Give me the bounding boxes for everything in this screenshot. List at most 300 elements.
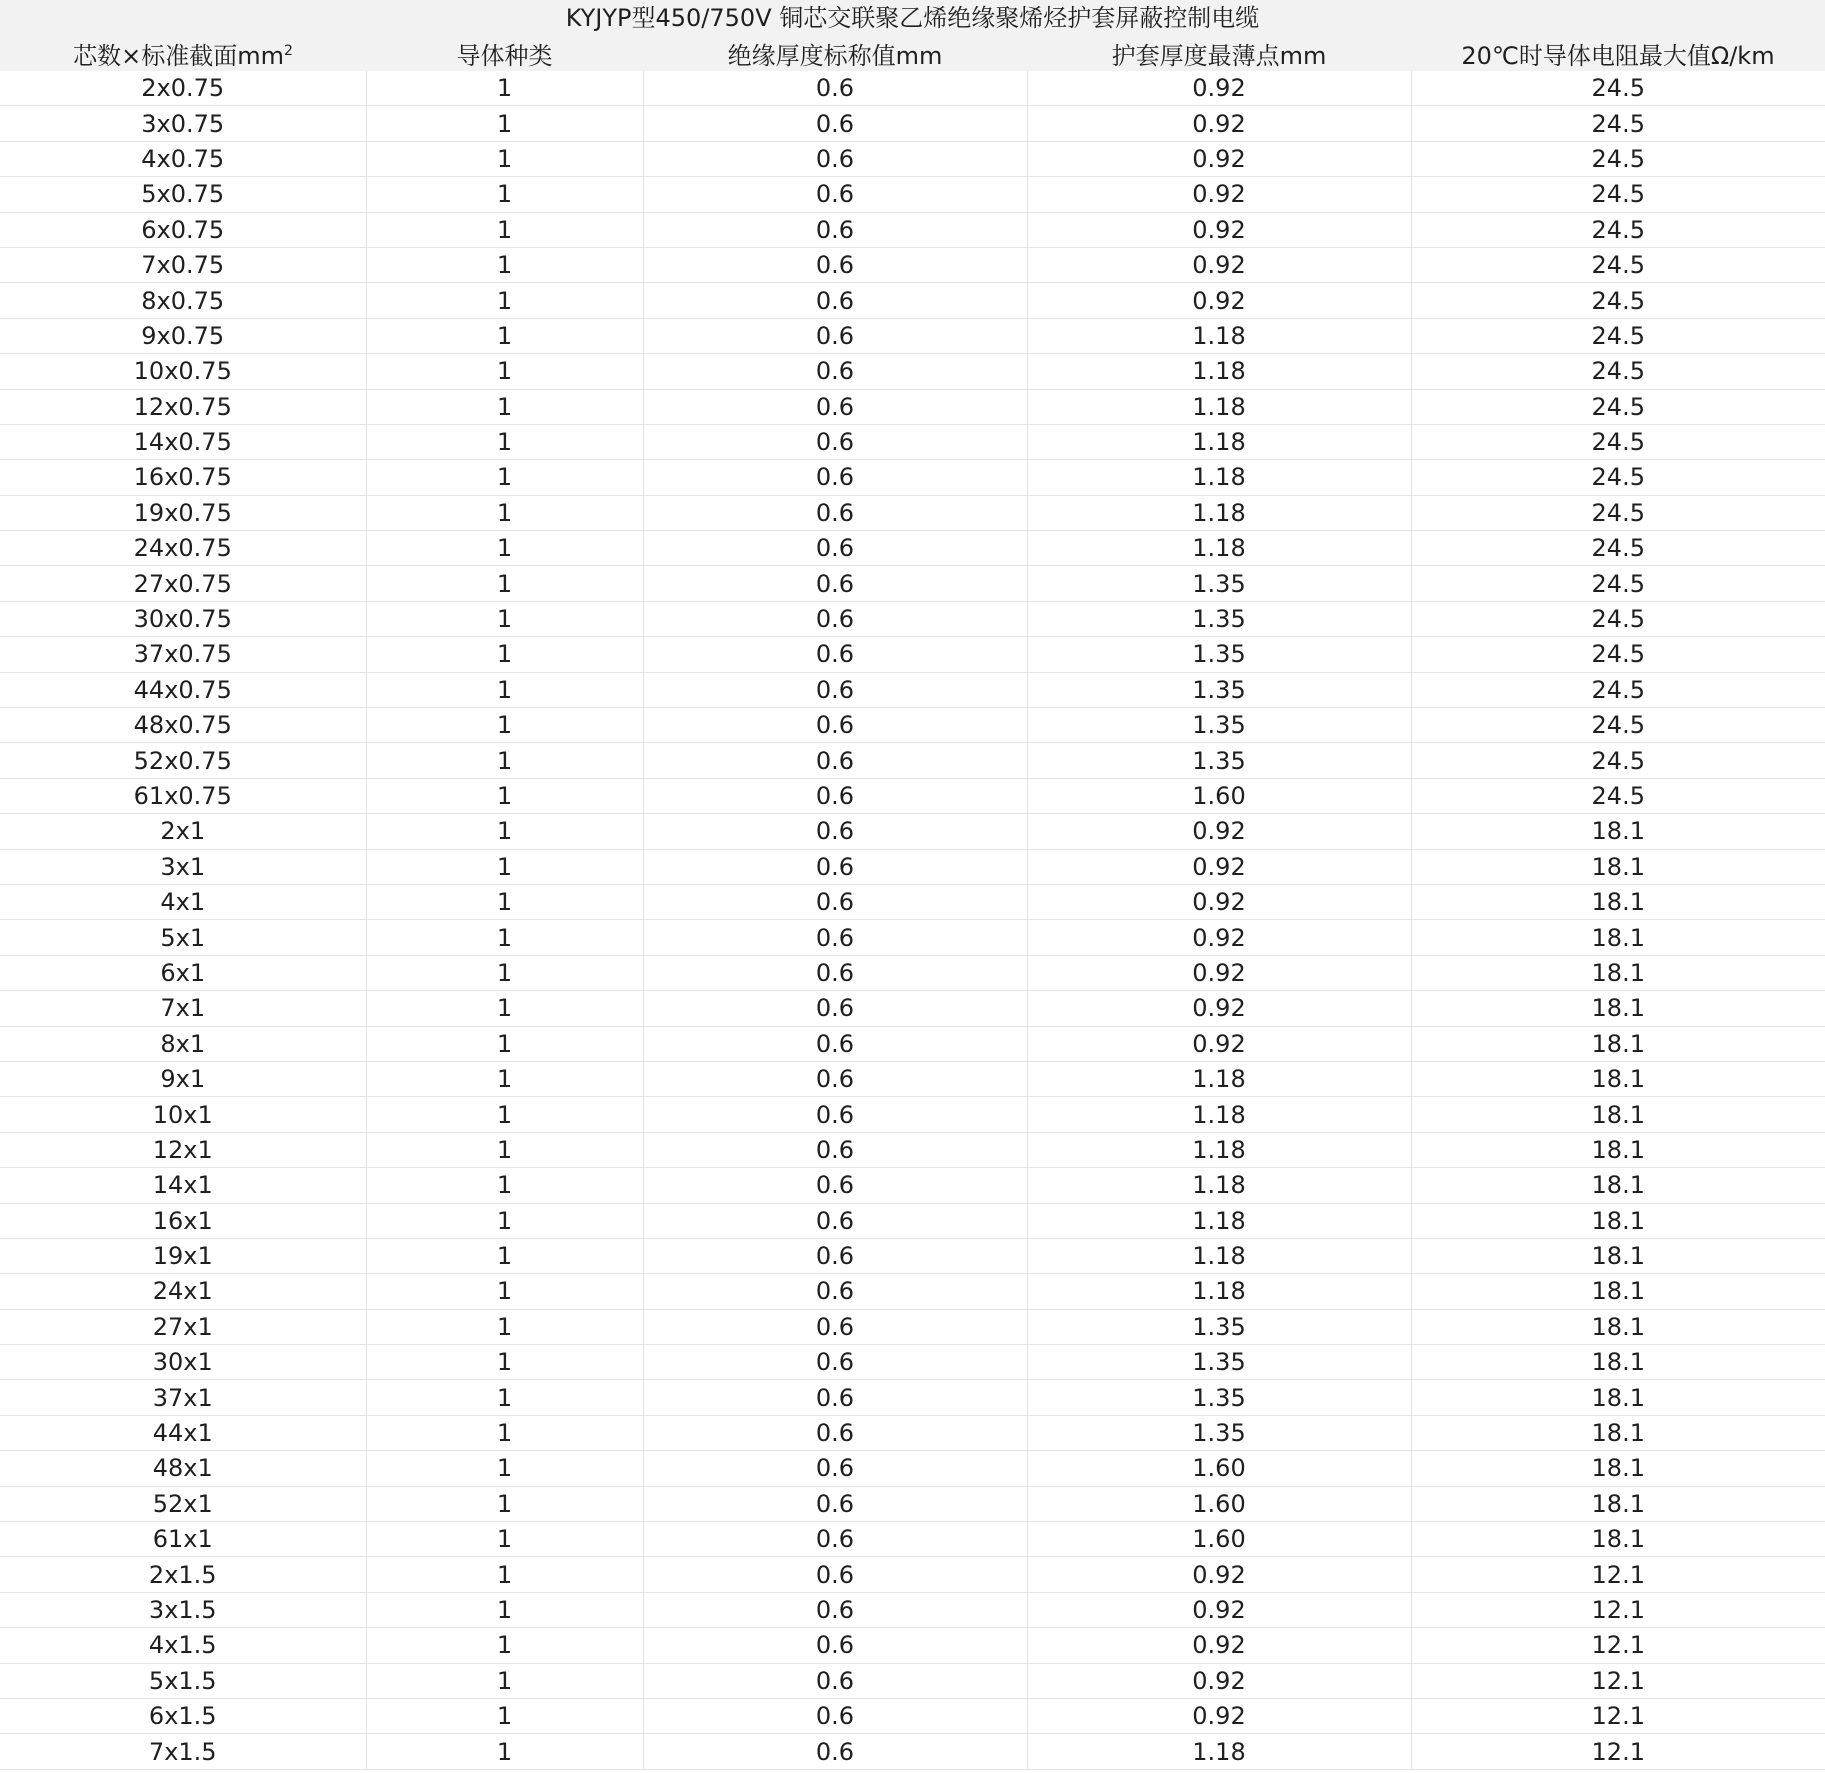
cell-sheath-thickness: 1.35 — [1027, 672, 1411, 707]
cell-conductor-type: 1 — [366, 1026, 643, 1061]
cell-conductor-type: 1 — [366, 708, 643, 743]
cell-max-resistance: 12.1 — [1411, 1663, 1825, 1698]
table-row — [0, 389, 1825, 424]
cable-spec-table — [0, 36, 1825, 1770]
cell-max-resistance: 24.5 — [1411, 354, 1825, 389]
cell-spec: 19x0.75 — [0, 495, 366, 530]
cell-max-resistance: 24.5 — [1411, 71, 1825, 106]
table-row — [0, 1522, 1825, 1557]
cell-spec: 24x0.75 — [0, 531, 366, 566]
cell-conductor-type: 1 — [366, 991, 643, 1026]
cell-spec: 3x1 — [0, 849, 366, 884]
cell-sheath-thickness: 1.35 — [1027, 708, 1411, 743]
cell-conductor-type: 1 — [366, 1203, 643, 1238]
cell-spec: 4x1 — [0, 884, 366, 919]
table-row — [0, 637, 1825, 672]
cell-insulation-thickness: 0.6 — [643, 424, 1027, 459]
cell-insulation-thickness: 0.6 — [643, 247, 1027, 282]
table-row — [0, 1168, 1825, 1203]
table-row — [0, 106, 1825, 141]
cell-spec: 52x1 — [0, 1486, 366, 1521]
cell-spec: 6x1.5 — [0, 1698, 366, 1733]
cell-conductor-type: 1 — [366, 177, 643, 212]
cell-conductor-type: 1 — [366, 1663, 643, 1698]
cell-conductor-type: 1 — [366, 814, 643, 849]
cell-sheath-thickness: 0.92 — [1027, 212, 1411, 247]
cell-sheath-thickness: 1.18 — [1027, 460, 1411, 495]
cell-spec: 12x0.75 — [0, 389, 366, 424]
table-row — [0, 884, 1825, 919]
cell-spec: 5x0.75 — [0, 177, 366, 212]
cell-spec: 10x1 — [0, 1097, 366, 1132]
cell-spec: 2x1 — [0, 814, 366, 849]
table-row — [0, 141, 1825, 176]
cell-spec: 12x1 — [0, 1132, 366, 1167]
cell-max-resistance: 18.1 — [1411, 1132, 1825, 1167]
table-row — [0, 1557, 1825, 1592]
cell-max-resistance: 12.1 — [1411, 1698, 1825, 1733]
table-row — [0, 1451, 1825, 1486]
cell-conductor-type: 1 — [366, 566, 643, 601]
cell-sheath-thickness: 0.92 — [1027, 106, 1411, 141]
cell-conductor-type: 1 — [366, 884, 643, 919]
cell-spec: 9x1 — [0, 1061, 366, 1096]
cell-sheath-thickness: 0.92 — [1027, 1628, 1411, 1663]
cell-conductor-type: 1 — [366, 1628, 643, 1663]
cell-conductor-type: 1 — [366, 601, 643, 636]
cell-sheath-thickness: 0.92 — [1027, 849, 1411, 884]
cell-conductor-type: 1 — [366, 141, 643, 176]
cell-max-resistance: 24.5 — [1411, 424, 1825, 459]
table-row — [0, 1734, 1825, 1769]
cell-spec: 9x0.75 — [0, 318, 366, 353]
cell-conductor-type: 1 — [366, 1345, 643, 1380]
cell-sheath-thickness: 0.92 — [1027, 283, 1411, 318]
cell-spec: 3x0.75 — [0, 106, 366, 141]
cell-max-resistance: 24.5 — [1411, 177, 1825, 212]
cell-max-resistance: 24.5 — [1411, 495, 1825, 530]
cell-max-resistance: 18.1 — [1411, 991, 1825, 1026]
cell-conductor-type: 1 — [366, 1168, 643, 1203]
cell-insulation-thickness: 0.6 — [643, 460, 1027, 495]
cell-spec: 14x1 — [0, 1168, 366, 1203]
cell-sheath-thickness: 0.92 — [1027, 177, 1411, 212]
cell-max-resistance: 24.5 — [1411, 141, 1825, 176]
table-row — [0, 672, 1825, 707]
table-row — [0, 1663, 1825, 1698]
cell-sheath-thickness: 0.92 — [1027, 991, 1411, 1026]
cell-insulation-thickness: 0.6 — [643, 920, 1027, 955]
table-row — [0, 1097, 1825, 1132]
cell-conductor-type: 1 — [366, 1592, 643, 1627]
cell-spec: 44x1 — [0, 1415, 366, 1450]
cell-sheath-thickness: 0.92 — [1027, 920, 1411, 955]
cell-spec: 4x0.75 — [0, 141, 366, 176]
cell-insulation-thickness: 0.6 — [643, 1380, 1027, 1415]
cell-insulation-thickness: 0.6 — [643, 141, 1027, 176]
cell-max-resistance: 24.5 — [1411, 743, 1825, 778]
cell-conductor-type: 1 — [366, 389, 643, 424]
cell-max-resistance: 18.1 — [1411, 1203, 1825, 1238]
cell-insulation-thickness: 0.6 — [643, 637, 1027, 672]
cell-max-resistance: 18.1 — [1411, 1522, 1825, 1557]
cell-insulation-thickness: 0.6 — [643, 1698, 1027, 1733]
cell-insulation-thickness: 0.6 — [643, 1238, 1027, 1273]
cell-sheath-thickness: 0.92 — [1027, 1592, 1411, 1627]
cell-spec: 16x1 — [0, 1203, 366, 1238]
cell-sheath-thickness: 1.35 — [1027, 1415, 1411, 1450]
column-header-insulation-thickness: 绝缘厚度标称值mm — [643, 36, 1027, 71]
cell-sheath-thickness: 0.92 — [1027, 247, 1411, 282]
cell-sheath-thickness: 0.92 — [1027, 1663, 1411, 1698]
table-row — [0, 460, 1825, 495]
table-row — [0, 495, 1825, 530]
table-row — [0, 354, 1825, 389]
cell-sheath-thickness: 0.92 — [1027, 1557, 1411, 1592]
cell-max-resistance: 18.1 — [1411, 1274, 1825, 1309]
cell-conductor-type: 1 — [366, 1097, 643, 1132]
cell-max-resistance: 12.1 — [1411, 1734, 1825, 1769]
cell-conductor-type: 1 — [366, 955, 643, 990]
table-row — [0, 1061, 1825, 1096]
cell-spec: 2x1.5 — [0, 1557, 366, 1592]
cell-max-resistance: 12.1 — [1411, 1557, 1825, 1592]
cell-conductor-type: 1 — [366, 1486, 643, 1521]
cell-spec: 30x1 — [0, 1345, 366, 1380]
cell-max-resistance: 18.1 — [1411, 1486, 1825, 1521]
cell-max-resistance: 18.1 — [1411, 1415, 1825, 1450]
cell-insulation-thickness: 0.6 — [643, 1451, 1027, 1486]
cell-spec: 2x0.75 — [0, 71, 366, 106]
cell-spec: 16x0.75 — [0, 460, 366, 495]
table-row — [0, 283, 1825, 318]
table-row — [0, 814, 1825, 849]
cell-insulation-thickness: 0.6 — [643, 1592, 1027, 1627]
cell-insulation-thickness: 0.6 — [643, 389, 1027, 424]
cell-sheath-thickness: 0.92 — [1027, 955, 1411, 990]
cell-sheath-thickness: 1.18 — [1027, 1097, 1411, 1132]
cell-spec: 3x1.5 — [0, 1592, 366, 1627]
table-row — [0, 1628, 1825, 1663]
table-row — [0, 1415, 1825, 1450]
cell-insulation-thickness: 0.6 — [643, 1415, 1027, 1450]
cell-conductor-type: 1 — [366, 1415, 643, 1450]
cell-conductor-type: 1 — [366, 1380, 643, 1415]
cell-conductor-type: 1 — [366, 424, 643, 459]
table-row — [0, 531, 1825, 566]
cell-max-resistance: 18.1 — [1411, 1451, 1825, 1486]
cell-spec: 5x1.5 — [0, 1663, 366, 1698]
cell-insulation-thickness: 0.6 — [643, 1203, 1027, 1238]
cell-conductor-type: 1 — [366, 354, 643, 389]
cell-conductor-type: 1 — [366, 1274, 643, 1309]
table-row — [0, 743, 1825, 778]
cell-max-resistance: 18.1 — [1411, 1345, 1825, 1380]
table-row — [0, 1238, 1825, 1273]
table-row — [0, 247, 1825, 282]
cell-sheath-thickness: 1.18 — [1027, 1274, 1411, 1309]
cell-spec: 6x0.75 — [0, 212, 366, 247]
cell-max-resistance: 24.5 — [1411, 460, 1825, 495]
cell-insulation-thickness: 0.6 — [643, 1026, 1027, 1061]
cell-spec: 37x0.75 — [0, 637, 366, 672]
table-row — [0, 1026, 1825, 1061]
cell-spec: 30x0.75 — [0, 601, 366, 636]
cell-sheath-thickness: 1.18 — [1027, 318, 1411, 353]
cell-max-resistance: 24.5 — [1411, 106, 1825, 141]
table-header — [0, 36, 1825, 71]
cell-max-resistance: 18.1 — [1411, 814, 1825, 849]
cell-max-resistance: 24.5 — [1411, 601, 1825, 636]
header-row — [0, 36, 1825, 71]
table-row — [0, 1486, 1825, 1521]
table-row — [0, 1380, 1825, 1415]
cell-conductor-type: 1 — [366, 247, 643, 282]
cell-conductor-type: 1 — [366, 1451, 643, 1486]
cell-max-resistance: 18.1 — [1411, 1026, 1825, 1061]
cell-insulation-thickness: 0.6 — [643, 1097, 1027, 1132]
cell-conductor-type: 1 — [366, 1132, 643, 1167]
cell-insulation-thickness: 0.6 — [643, 1345, 1027, 1380]
cell-spec: 8x1 — [0, 1026, 366, 1061]
cell-sheath-thickness: 1.35 — [1027, 743, 1411, 778]
table-row — [0, 1698, 1825, 1733]
cell-sheath-thickness: 1.18 — [1027, 354, 1411, 389]
cell-max-resistance: 24.5 — [1411, 531, 1825, 566]
cell-insulation-thickness: 0.6 — [643, 1628, 1027, 1663]
cell-spec: 8x0.75 — [0, 283, 366, 318]
cell-insulation-thickness: 0.6 — [643, 708, 1027, 743]
cell-insulation-thickness: 0.6 — [643, 106, 1027, 141]
column-header-spec — [0, 36, 366, 71]
cell-sheath-thickness: 1.18 — [1027, 531, 1411, 566]
cell-spec: 14x0.75 — [0, 424, 366, 459]
table-row — [0, 424, 1825, 459]
cell-spec: 61x1 — [0, 1522, 366, 1557]
cell-sheath-thickness: 1.35 — [1027, 637, 1411, 672]
cell-insulation-thickness: 0.6 — [643, 1061, 1027, 1096]
cell-spec: 7x1.5 — [0, 1734, 366, 1769]
cell-sheath-thickness: 1.18 — [1027, 1168, 1411, 1203]
cell-conductor-type: 1 — [366, 849, 643, 884]
cell-conductor-type: 1 — [366, 1309, 643, 1344]
cell-conductor-type: 1 — [366, 1061, 643, 1096]
cell-insulation-thickness: 0.6 — [643, 318, 1027, 353]
cell-conductor-type: 1 — [366, 637, 643, 672]
cell-max-resistance: 24.5 — [1411, 708, 1825, 743]
cell-sheath-thickness: 1.18 — [1027, 424, 1411, 459]
cell-sheath-thickness: 1.18 — [1027, 1061, 1411, 1096]
cell-insulation-thickness: 0.6 — [643, 1309, 1027, 1344]
cell-conductor-type: 1 — [366, 71, 643, 106]
cell-conductor-type: 1 — [366, 920, 643, 955]
cell-spec: 7x0.75 — [0, 247, 366, 282]
cell-max-resistance: 18.1 — [1411, 920, 1825, 955]
table-row — [0, 71, 1825, 106]
cell-max-resistance: 18.1 — [1411, 884, 1825, 919]
cell-conductor-type: 1 — [366, 1522, 643, 1557]
cell-insulation-thickness: 0.6 — [643, 601, 1027, 636]
cell-insulation-thickness: 0.6 — [643, 1168, 1027, 1203]
cell-max-resistance: 24.5 — [1411, 672, 1825, 707]
cell-insulation-thickness: 0.6 — [643, 177, 1027, 212]
cell-insulation-thickness: 0.6 — [643, 1274, 1027, 1309]
column-header-spec-text: 芯数×标准截面mm — [73, 42, 284, 70]
cell-max-resistance: 18.1 — [1411, 1061, 1825, 1096]
cell-insulation-thickness: 0.6 — [643, 743, 1027, 778]
cell-conductor-type: 1 — [366, 106, 643, 141]
cell-sheath-thickness: 1.35 — [1027, 566, 1411, 601]
cell-insulation-thickness: 0.6 — [643, 955, 1027, 990]
cell-spec: 19x1 — [0, 1238, 366, 1273]
cell-sheath-thickness: 1.18 — [1027, 1734, 1411, 1769]
cell-insulation-thickness: 0.6 — [643, 672, 1027, 707]
cell-sheath-thickness: 1.60 — [1027, 1522, 1411, 1557]
cell-insulation-thickness: 0.6 — [643, 566, 1027, 601]
cell-insulation-thickness: 0.6 — [643, 884, 1027, 919]
table-row — [0, 212, 1825, 247]
cell-insulation-thickness: 0.6 — [643, 531, 1027, 566]
cell-spec: 52x0.75 — [0, 743, 366, 778]
cell-spec: 27x1 — [0, 1309, 366, 1344]
column-header-conductor-type: 导体种类 — [366, 36, 643, 71]
cell-conductor-type: 1 — [366, 672, 643, 707]
cell-conductor-type: 1 — [366, 283, 643, 318]
cell-conductor-type: 1 — [366, 778, 643, 813]
cell-max-resistance: 18.1 — [1411, 849, 1825, 884]
cell-insulation-thickness: 0.6 — [643, 814, 1027, 849]
cell-sheath-thickness: 0.92 — [1027, 1698, 1411, 1733]
table-row — [0, 601, 1825, 636]
table-row — [0, 1309, 1825, 1344]
column-header-spec-superscript: 2 — [283, 43, 293, 59]
table-row — [0, 177, 1825, 212]
table-row — [0, 778, 1825, 813]
column-header-sheath-thickness: 护套厚度最薄点mm — [1027, 36, 1411, 71]
cell-sheath-thickness: 0.92 — [1027, 141, 1411, 176]
cell-insulation-thickness: 0.6 — [643, 991, 1027, 1026]
cell-max-resistance: 18.1 — [1411, 1309, 1825, 1344]
cell-conductor-type: 1 — [366, 1734, 643, 1769]
cell-insulation-thickness: 0.6 — [643, 283, 1027, 318]
cell-max-resistance: 12.1 — [1411, 1592, 1825, 1627]
cell-conductor-type: 1 — [366, 318, 643, 353]
cell-sheath-thickness: 1.18 — [1027, 1238, 1411, 1273]
cell-spec: 7x1 — [0, 991, 366, 1026]
cell-sheath-thickness: 1.35 — [1027, 1345, 1411, 1380]
cell-conductor-type: 1 — [366, 1698, 643, 1733]
cell-max-resistance: 24.5 — [1411, 318, 1825, 353]
cell-max-resistance: 24.5 — [1411, 566, 1825, 601]
cell-max-resistance: 12.1 — [1411, 1628, 1825, 1663]
table-title: KYJYP型450/750V 铜芯交联聚乙烯绝缘聚烯烃护套屏蔽控制电缆 — [0, 0, 1825, 36]
cell-sheath-thickness: 0.92 — [1027, 814, 1411, 849]
cell-sheath-thickness: 0.92 — [1027, 71, 1411, 106]
cell-insulation-thickness: 0.6 — [643, 1486, 1027, 1521]
cell-sheath-thickness: 1.60 — [1027, 1451, 1411, 1486]
cell-max-resistance: 18.1 — [1411, 1097, 1825, 1132]
cell-spec: 27x0.75 — [0, 566, 366, 601]
cell-sheath-thickness: 1.35 — [1027, 601, 1411, 636]
cell-spec: 24x1 — [0, 1274, 366, 1309]
cell-insulation-thickness: 0.6 — [643, 1522, 1027, 1557]
cell-spec: 48x0.75 — [0, 708, 366, 743]
table-row — [0, 708, 1825, 743]
cell-insulation-thickness: 0.6 — [643, 354, 1027, 389]
cell-max-resistance: 24.5 — [1411, 637, 1825, 672]
cell-sheath-thickness: 1.60 — [1027, 778, 1411, 813]
cell-max-resistance: 24.5 — [1411, 778, 1825, 813]
cell-insulation-thickness: 0.6 — [643, 1663, 1027, 1698]
cell-insulation-thickness: 0.6 — [643, 849, 1027, 884]
cell-sheath-thickness: 1.18 — [1027, 389, 1411, 424]
cell-spec: 48x1 — [0, 1451, 366, 1486]
cell-insulation-thickness: 0.6 — [643, 212, 1027, 247]
cell-sheath-thickness: 1.18 — [1027, 1132, 1411, 1167]
cell-max-resistance: 24.5 — [1411, 283, 1825, 318]
cell-conductor-type: 1 — [366, 531, 643, 566]
cell-max-resistance: 18.1 — [1411, 955, 1825, 990]
table-row — [0, 920, 1825, 955]
cell-spec: 5x1 — [0, 920, 366, 955]
cell-conductor-type: 1 — [366, 460, 643, 495]
table-row — [0, 1345, 1825, 1380]
cell-insulation-thickness: 0.6 — [643, 778, 1027, 813]
table-row — [0, 1592, 1825, 1627]
table-body — [0, 71, 1825, 1769]
cell-max-resistance: 18.1 — [1411, 1238, 1825, 1273]
cell-insulation-thickness: 0.6 — [643, 495, 1027, 530]
cell-sheath-thickness: 0.92 — [1027, 1026, 1411, 1061]
column-header-max-resistance: 20℃时导体电阻最大值Ω/km — [1411, 36, 1825, 71]
cell-insulation-thickness: 0.6 — [643, 71, 1027, 106]
table-row — [0, 955, 1825, 990]
cell-sheath-thickness: 1.35 — [1027, 1380, 1411, 1415]
table-row — [0, 1203, 1825, 1238]
cell-conductor-type: 1 — [366, 1557, 643, 1592]
table-row — [0, 991, 1825, 1026]
cell-sheath-thickness: 1.18 — [1027, 495, 1411, 530]
cell-insulation-thickness: 0.6 — [643, 1557, 1027, 1592]
cell-max-resistance: 18.1 — [1411, 1168, 1825, 1203]
cell-sheath-thickness: 1.60 — [1027, 1486, 1411, 1521]
table-row — [0, 849, 1825, 884]
cell-conductor-type: 1 — [366, 1238, 643, 1273]
cell-max-resistance: 24.5 — [1411, 389, 1825, 424]
cell-spec: 6x1 — [0, 955, 366, 990]
cell-spec: 44x0.75 — [0, 672, 366, 707]
cell-max-resistance: 24.5 — [1411, 212, 1825, 247]
cell-sheath-thickness: 1.18 — [1027, 1203, 1411, 1238]
cell-conductor-type: 1 — [366, 212, 643, 247]
cell-spec: 37x1 — [0, 1380, 366, 1415]
cell-insulation-thickness: 0.6 — [643, 1132, 1027, 1167]
cell-conductor-type: 1 — [366, 743, 643, 778]
cell-sheath-thickness: 1.35 — [1027, 1309, 1411, 1344]
cell-spec: 61x0.75 — [0, 778, 366, 813]
cell-spec: 10x0.75 — [0, 354, 366, 389]
cell-max-resistance: 24.5 — [1411, 247, 1825, 282]
table-row — [0, 1132, 1825, 1167]
table-row — [0, 318, 1825, 353]
cell-spec: 4x1.5 — [0, 1628, 366, 1663]
cell-max-resistance: 18.1 — [1411, 1380, 1825, 1415]
cell-sheath-thickness: 0.92 — [1027, 884, 1411, 919]
cell-conductor-type: 1 — [366, 495, 643, 530]
cell-insulation-thickness: 0.6 — [643, 1734, 1027, 1769]
table-row — [0, 566, 1825, 601]
table-row — [0, 1274, 1825, 1309]
